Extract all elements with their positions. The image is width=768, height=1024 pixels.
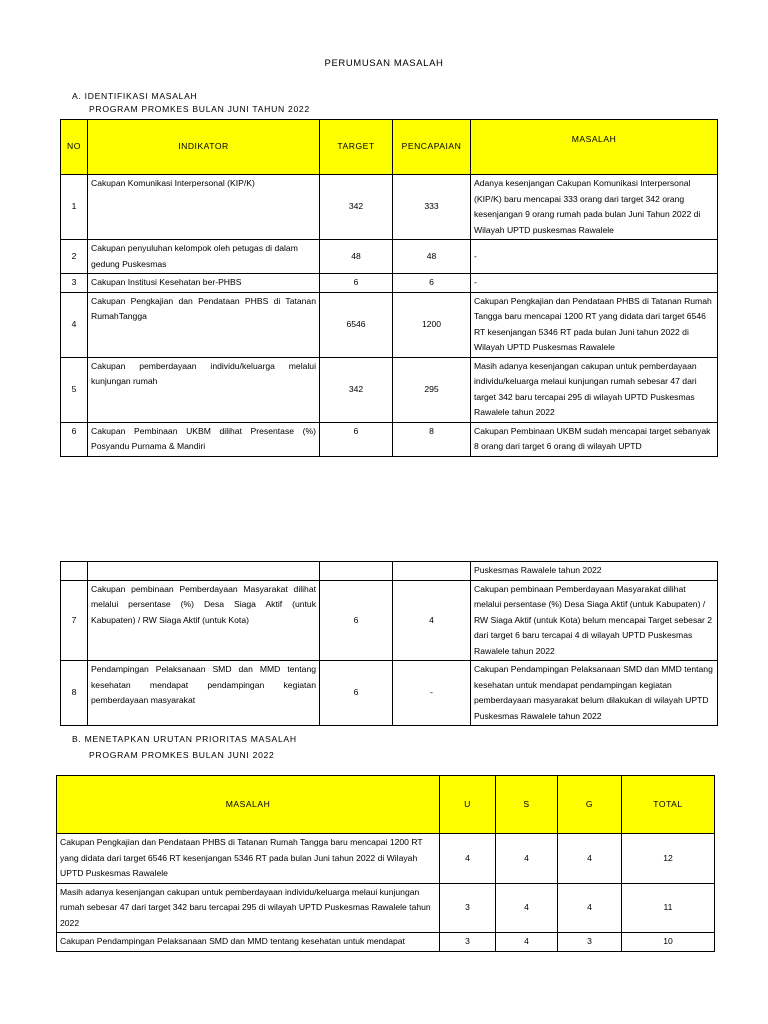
table-row xyxy=(61,357,718,422)
table-row xyxy=(61,562,718,581)
row-no: 8 xyxy=(61,661,88,726)
row-no: 6 xyxy=(61,422,88,456)
priority-masalah: Masih adanya kesenjangan cakupan untuk pemberdayaan individu/keluarga melaui kunjungan rumah sebesar 47 dari target 342 baru tercapai 295 di wilayah UPTD Puskesmas Rawalele tahun 2022 xyxy=(57,883,440,933)
row-no: 4 xyxy=(61,292,88,357)
row-masalah: - xyxy=(471,274,718,293)
row-no: 7 xyxy=(61,580,88,661)
row-pencapaian: 8 xyxy=(393,422,471,456)
row-masalah: Masih adanya kesenjangan cakupan untuk pemberdayaan individu/keluarga melaui kunjungan rumah sebesar 47 dari target 342 baru tercapai 295 di wilayah UPTD Puskesmas Rawalele tahun 2022 xyxy=(471,357,718,422)
row-no: 3 xyxy=(61,274,88,293)
row-target: 6 xyxy=(320,274,393,293)
header-s: S xyxy=(496,776,558,834)
priority-u: 3 xyxy=(440,933,496,952)
row-pencapaian: 295 xyxy=(393,357,471,422)
header-total: TOTAL xyxy=(622,776,715,834)
row-masalah: Cakupan Pembinaan UKBM sudah mencapai target sebanyak 8 orang dari target 6 orang di wilayah UPTD xyxy=(471,422,718,456)
header-masalah: MASALAH xyxy=(57,776,440,834)
row-target: 6 xyxy=(320,580,393,661)
priority-total: 10 xyxy=(622,933,715,952)
row-indikator: Cakupan penyuluhan kelompok oleh petugas di dalam gedung Puskesmas xyxy=(88,240,320,274)
header-target: TARGET xyxy=(320,120,393,175)
row-pencapaian: 4 xyxy=(393,580,471,661)
row-no: 5 xyxy=(61,357,88,422)
table-row xyxy=(61,175,718,240)
priority-total: 11 xyxy=(622,883,715,933)
section-b-subtitle: PROGRAM PROMKES BULAN JUNI 2022 xyxy=(89,750,275,760)
header-masalah: MASALAH xyxy=(471,120,718,175)
priority-table xyxy=(56,775,715,952)
priority-row xyxy=(57,834,715,884)
row-indikator: Pendampingan Pelaksanaan SMD dan MMD tentang kesehatan mendapat pendampingan kegiatan pemberdayaan masyarakat xyxy=(88,661,320,726)
row-no: 1 xyxy=(61,175,88,240)
priority-g: 3 xyxy=(558,933,622,952)
row-masalah: Cakupan Pengkajian dan Pendataan PHBS di Tatanan Rumah Tangga baru mencapai 1200 RT yang didata dari target 6546 RT kesenjangan 5346 RT pada bulan Juni tahun 2022 di Wilayah UPTD Puskesmas Rawalele xyxy=(471,292,718,357)
problem-identification-table xyxy=(60,119,718,457)
section-a-heading xyxy=(72,90,310,116)
header-pencapaian: PENCAPAIAN xyxy=(393,120,471,175)
row-indikator: Cakupan Komunikasi Interpersonal (KIP/K) xyxy=(88,175,320,240)
row-target: 6 xyxy=(320,422,393,456)
table-row xyxy=(61,240,718,274)
row-pencapaian: 48 xyxy=(393,240,471,274)
table-row xyxy=(61,292,718,357)
priority-g: 4 xyxy=(558,883,622,933)
table-row xyxy=(61,580,718,661)
priority-s: 4 xyxy=(496,883,558,933)
row-pencapaian: - xyxy=(393,661,471,726)
priority-u: 3 xyxy=(440,883,496,933)
table-row xyxy=(61,661,718,726)
table-row xyxy=(61,274,718,293)
table-header-row xyxy=(61,120,718,175)
row-target: 48 xyxy=(320,240,393,274)
header-indikator: INDIKATOR xyxy=(88,120,320,175)
row-no: 2 xyxy=(61,240,88,274)
row-pencapaian: 333 xyxy=(393,175,471,240)
row-masalah: Adanya kesenjangan Cakupan Komunikasi Interpersonal (KIP/K) baru mencapai 333 orang dari target 342 orang kesenjangan 9 orang rumah pada bulan Juni Tahun 2022 di Wilayah UPTD puskesmas Rawalele xyxy=(471,175,718,240)
row-masalah-continuation: Puskesmas Rawalele tahun 2022 xyxy=(471,562,718,581)
priority-masalah: Cakupan Pengkajian dan Pendataan PHBS di Tatanan Rumah Tangga baru mencapai 1200 RT yang didata dari target 6546 RT kesenjangan 5346 RT pada bulan Juni tahun 2022 di Wilayah UPTD Puskesmas Rawalele xyxy=(57,834,440,884)
priority-row xyxy=(57,883,715,933)
priority-u: 4 xyxy=(440,834,496,884)
row-indikator: Cakupan Pembinaan UKBM dilihat Presentase (%) Posyandu Purnama & Mandiri xyxy=(88,422,320,456)
priority-masalah: Cakupan Pendampingan Pelaksanaan SMD dan MMD tentang kesehatan untuk mendapat xyxy=(57,933,440,952)
header-no: NO xyxy=(61,120,88,175)
row-masalah: Cakupan Pendampingan Pelaksanaan SMD dan MMD tentang kesehatan untuk mendapat pendampingan kegiatan pemberdayaan masyarakat belum dilakukan di wilayah UPTD Puskesmas Rawalele tahun 2022 xyxy=(471,661,718,726)
problem-identification-table-continued xyxy=(60,561,718,726)
page-title: PERUMUSAN MASALAH xyxy=(324,58,444,69)
priority-row xyxy=(57,933,715,952)
row-pencapaian: 6 xyxy=(393,274,471,293)
priority-g: 4 xyxy=(558,834,622,884)
section-b-heading xyxy=(72,733,297,762)
row-target: 6546 xyxy=(320,292,393,357)
priority-header-row xyxy=(57,776,715,834)
header-g: G xyxy=(558,776,622,834)
priority-s: 4 xyxy=(496,933,558,952)
row-target: 6 xyxy=(320,661,393,726)
row-masalah: Cakupan pembinaan Pemberdayaan Masyarakat dilihat melalui persentase (%) Desa Siaga Aktif (untuk Kabupaten) / RW Siaga Aktif (untuk Kota) belum mencapai Target sebesar 2 dari target 6 baru tercapai 4 di wilayah UPTD Puskesmas Rawalele tahun 2022 xyxy=(471,580,718,661)
row-indikator: Cakupan Institusi Kesehatan ber-PHBS xyxy=(88,274,320,293)
table-row xyxy=(61,422,718,456)
header-u: U xyxy=(440,776,496,834)
section-b-label: B. MENETAPKAN URUTAN PRIORITAS MASALAH xyxy=(72,734,297,744)
priority-s: 4 xyxy=(496,834,558,884)
row-pencapaian: 1200 xyxy=(393,292,471,357)
section-a-subtitle: PROGRAM PROMKES BULAN JUNI TAHUN 2022 xyxy=(89,104,310,114)
row-target: 342 xyxy=(320,175,393,240)
row-indikator: Cakupan pemberdayaan individu/keluarga melalui kunjungan rumah xyxy=(88,357,320,422)
section-a-label: A. IDENTIFIKASI MASALAH xyxy=(72,91,198,101)
row-masalah: - xyxy=(471,240,718,274)
row-target: 342 xyxy=(320,357,393,422)
row-indikator: Cakupan Pengkajian dan Pendataan PHBS di Tatanan RumahTangga xyxy=(88,292,320,357)
row-indikator: Cakupan pembinaan Pemberdayaan Masyarakat dilihat melalui persentase (%) Desa Siaga Aktif (untuk Kabupaten) / RW Siaga Aktif (untuk Kota) xyxy=(88,580,320,661)
priority-total: 12 xyxy=(622,834,715,884)
